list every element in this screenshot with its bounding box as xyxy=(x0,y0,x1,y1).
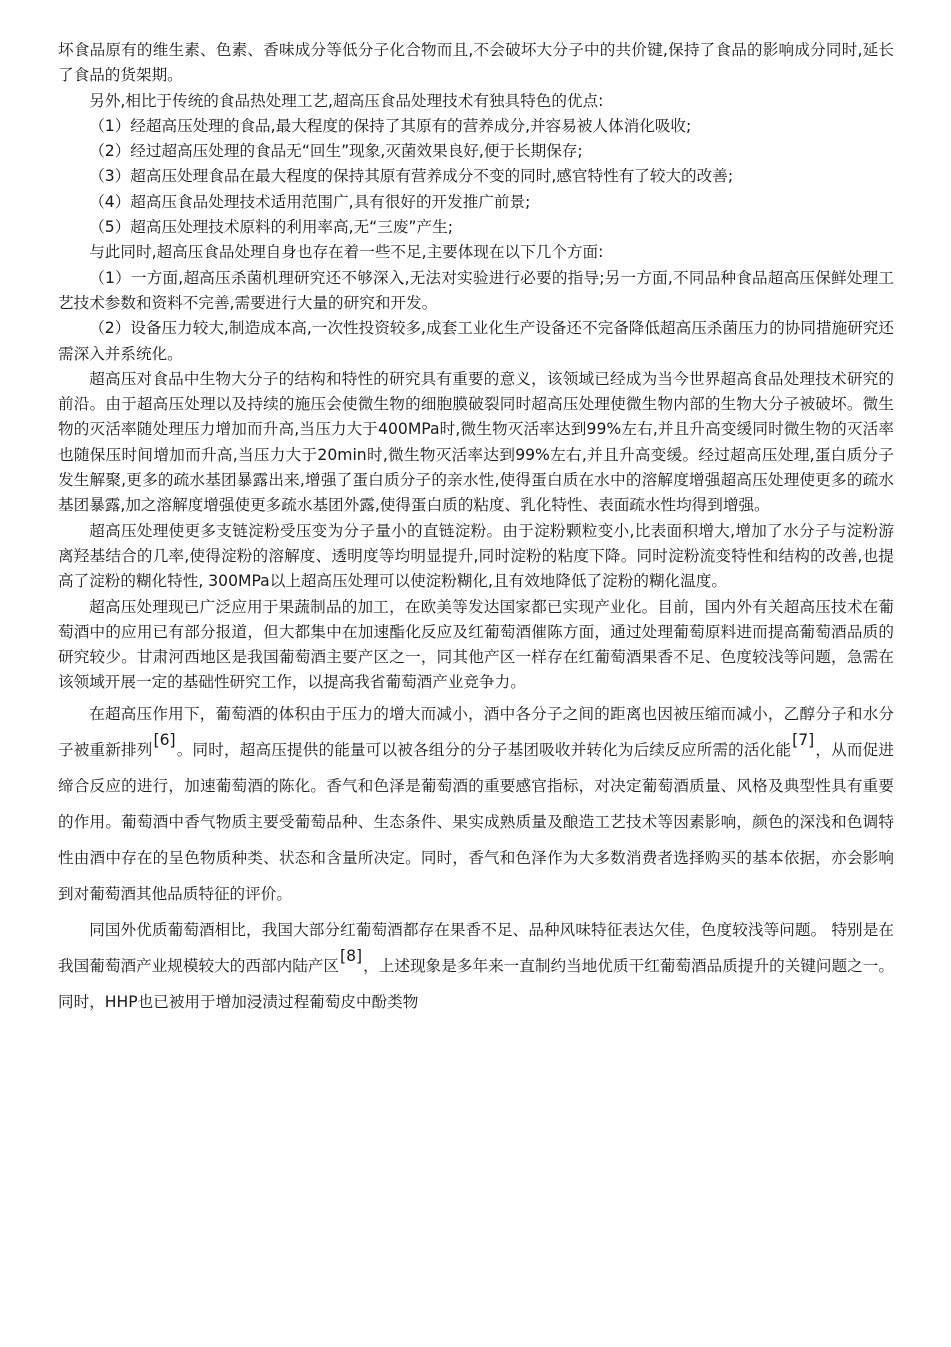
text-run: ，从而促进缔合反应的进行，加速葡萄酒的陈化。香气和色泽是葡萄酒的重要感官指标，对决定葡萄酒质量、风格及典型性具有重要的作用。葡萄酒中香气物质主要受葡萄品种、生态条件、果实成熟质量及酿造工艺技术等因素影响，颜色的深浅和色调特性由酒中存在的呈色物质种类、状态和含量所决定。同时，香气和色泽作为大多数消费者选择购买的基本依据，亦会影响到对葡萄酒其他品质特征的评价。 xyxy=(58,740,894,903)
list-item: （4）超高压食品处理技术适用范围广,具有很好的开发推广前景; xyxy=(89,192,531,211)
citation-8: [8] xyxy=(340,946,363,965)
text-run: 。同时，超高压提供的能量可以被各组分的分子基团吸收并转化为后续反应所需的活化能 xyxy=(176,740,792,759)
list-item: （1）经超高压处理的食品,最大程度的保持了其原有的营养成分,并容易被人体消化吸收; xyxy=(89,116,692,135)
paragraph-wine-aging xyxy=(58,696,894,912)
list-item: （2）设备压力较大,制造成本高,一次性投资较多,成套工业化生产设备还不完备降低超高压杀菌压力的协同措施研究还需深入并系统化。 xyxy=(58,319,894,363)
paragraph: 另外,相比于传统的食品热处理工艺,超高压食品处理技术有独具特色的优点: xyxy=(89,91,604,110)
citation-6: [6] xyxy=(153,730,176,749)
paragraph: 超高压对食品中生物大分子的结构和特性的研究具有重要的意义，该领域已经成为当今世界超高食品处理技术研究的前沿。由于超高压处理以及持续的施压会使微生物的细胞膜破裂同时超高压处理使微生物内部的生物大分子被破坏。微生物的灭活率随处理压力增加而升高,当压力大于400MPa时,微生物灭活率达到99%左右,并且升高变缓同时微生物的灭活率也随保压时间增加而升高,当压力大于20min时,微生物灭活率达到99%左右,并且升高变缓。经过超高压处理,蛋白质分子发生解聚,更多的疏水基团暴露出来,增强了蛋白质分子的亲水性,使得蛋白质在水中的溶解度增强超高压处理使更多的疏水基团暴露,加之溶解度增强使更多疏水基团外露,使得蛋白质的粘度、乳化特性、表面疏水性均得到增强。 xyxy=(58,369,894,515)
paragraph-domestic-wine xyxy=(58,912,894,1020)
paragraph: 超高压处理现已广泛应用于果蔬制品的加工，在欧美等发达国家都已实现产业化。目前，国内外有关超高压技术在葡萄酒中的应用已有部分报道，但大都集中在加速酯化反应及红葡萄酒催陈方面，通过处理葡萄原料进而提高葡萄酒品质的研究较少。甘肃河西地区是我国葡萄酒主要产区之一，同其他产区一样存在红葡萄酒果香不足、色度较浅等问题，急需在该领域开展一定的基础性研究工作，以提高我省葡萄酒产业竞争力。 xyxy=(58,597,894,692)
paragraph: 坏食品原有的维生素、色素、香味成分等低分子化合物而且,不会破坏大分子中的共价键,保持了食品的影响成分同时,延长了食品的货架期。 xyxy=(58,41,894,85)
text-run: 在超高压作用下，葡萄酒的体积由于压力的增大而减小，酒中各分子之间的距离也因被压缩而减小，乙醇分子和水分子被重新排列 xyxy=(58,704,894,759)
document-page xyxy=(58,38,894,1020)
text-run: 同国外优质葡萄酒相比，我国大部分红葡萄酒都存在果香不足、品种风味特征表达欠佳，色度较浅等问题。 特别是在我国葡萄酒产业规模较大的西部内陆产区 xyxy=(58,920,894,975)
paragraph: 与此同时,超高压食品处理自身也存在着一些不足,主要体现在以下几个方面: xyxy=(89,243,604,262)
text-run: ，上述现象是多年来一直制约当地优质干红葡萄酒品质提升的关键问题之一。同时，HHP也已被用于增加浸渍过程葡萄皮中酚类物 xyxy=(58,956,894,1011)
list-item: （3）超高压处理食品在最大程度的保持其原有营养成分不变的同时,感官特性有了较大的改善; xyxy=(89,167,734,186)
list-item: （1）一方面,超高压杀菌机理研究还不够深入,无法对实验进行必要的指导;另一方面,不同品种食品超高压保鲜处理工艺技术参数和资料不完善,需要进行大量的研究和开发。 xyxy=(58,268,894,312)
paragraph: 超高压处理使更多支链淀粉受压变为分子量小的直链淀粉。由于淀粉颗粒变小,比表面积增大,增加了水分子与淀粉游离羟基结合的几率,使得淀粉的溶解度、透明度等均明显提升,同时淀粉的粘度下降。同时淀粉流变特性和结构的改善,也提高了淀粉的糊化特性, 300MPa以上超高压处理可以使淀粉糊化,且有效地降低了淀粉的糊化温度。 xyxy=(58,521,894,591)
list-item: （5）超高压处理技术原料的利用率高,无“三废”产生; xyxy=(89,218,453,237)
list-item: （2）经过超高压处理的食品无“回生”现象,灭菌效果良好,便于长期保存; xyxy=(89,142,583,161)
citation-7: [7] xyxy=(792,730,815,749)
